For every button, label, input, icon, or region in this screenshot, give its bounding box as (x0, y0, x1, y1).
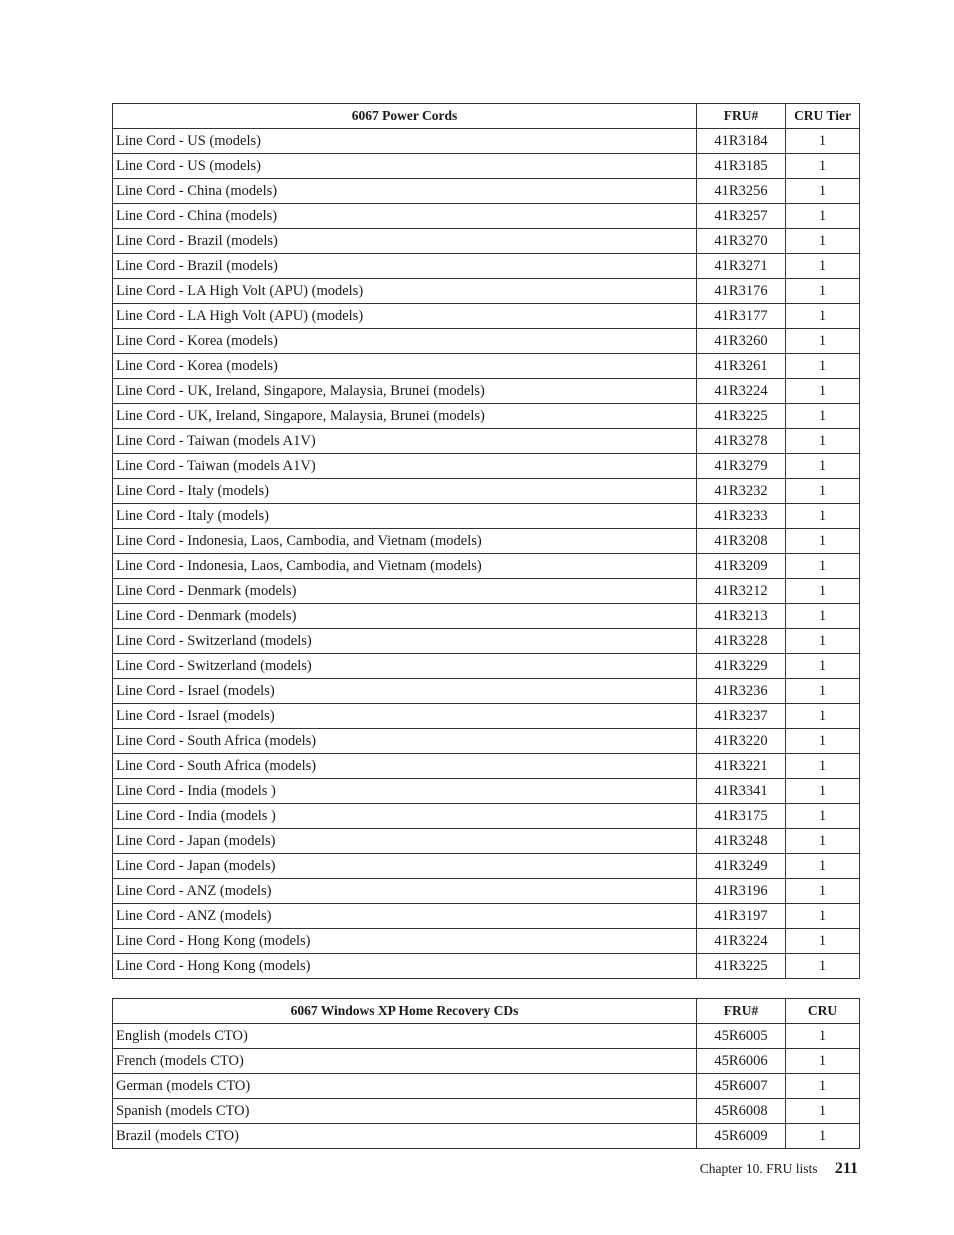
fru-number-cell: 41R3279 (697, 454, 786, 479)
fru-number-cell: 41R3209 (697, 554, 786, 579)
cru-tier-cell: 1 (786, 454, 860, 479)
fru-number-cell: 45R6009 (697, 1124, 786, 1149)
cru-tier-cell: 1 (786, 529, 860, 554)
table-row (113, 1124, 860, 1149)
cru-tier-cell: 1 (786, 429, 860, 454)
description-cell: Spanish (models CTO) (113, 1099, 697, 1124)
fru-number-cell: 41R3248 (697, 829, 786, 854)
table-row (113, 1024, 860, 1049)
cru-tier-cell: 1 (786, 379, 860, 404)
chapter-title: Chapter 10. FRU lists (699, 1161, 818, 1176)
fru-number-cell: 41R3221 (697, 754, 786, 779)
cru-tier-cell: 1 (786, 404, 860, 429)
cru-tier-cell: 1 (786, 304, 860, 329)
cru-tier-cell: 1 (786, 154, 860, 179)
description-cell: Line Cord - UK, Ireland, Singapore, Malaysia, Brunei (models) (113, 379, 697, 404)
table-row (113, 379, 860, 404)
table-row (113, 504, 860, 529)
table-row (113, 529, 860, 554)
table-row (113, 929, 860, 954)
description-cell: Line Cord - US (models) (113, 154, 697, 179)
fru-number-cell: 41R3278 (697, 429, 786, 454)
fru-number-cell: 41R3225 (697, 404, 786, 429)
description-cell: Line Cord - Switzerland (models) (113, 629, 697, 654)
column-header-cru: CRU (786, 999, 860, 1024)
column-header-description: 6067 Windows XP Home Recovery CDs (113, 999, 697, 1024)
fru-number-cell: 41R3185 (697, 154, 786, 179)
description-cell: Line Cord - Taiwan (models A1V) (113, 429, 697, 454)
table-row (113, 804, 860, 829)
cru-tier-cell: 1 (786, 604, 860, 629)
description-cell: Line Cord - Korea (models) (113, 329, 697, 354)
fru-number-cell: 45R6008 (697, 1099, 786, 1124)
description-cell: German (models CTO) (113, 1074, 697, 1099)
description-cell: Line Cord - UK, Ireland, Singapore, Malaysia, Brunei (models) (113, 404, 697, 429)
cru-tier-cell: 1 (786, 554, 860, 579)
fru-number-cell: 45R6005 (697, 1024, 786, 1049)
description-cell: French (models CTO) (113, 1049, 697, 1074)
description-cell: Line Cord - Denmark (models) (113, 604, 697, 629)
fru-number-cell: 41R3271 (697, 254, 786, 279)
fru-number-cell: 41R3225 (697, 954, 786, 979)
table-row (113, 429, 860, 454)
fru-number-cell: 41R3184 (697, 129, 786, 154)
description-cell: Line Cord - Hong Kong (models) (113, 929, 697, 954)
description-cell: Line Cord - Brazil (models) (113, 254, 697, 279)
cru-tier-cell: 1 (786, 1099, 860, 1124)
table-row (113, 554, 860, 579)
description-cell: Line Cord - Denmark (models) (113, 579, 697, 604)
description-cell: Line Cord - Italy (models) (113, 504, 697, 529)
cru-tier-cell: 1 (786, 1024, 860, 1049)
description-cell: Line Cord - India (models ) (113, 804, 697, 829)
table-row (113, 129, 860, 154)
description-cell: Line Cord - LA High Volt (APU) (models) (113, 279, 697, 304)
table-row (113, 904, 860, 929)
description-cell: Line Cord - South Africa (models) (113, 754, 697, 779)
description-cell: Line Cord - Indonesia, Laos, Cambodia, and Vietnam (models) (113, 529, 697, 554)
fru-number-cell: 41R3237 (697, 704, 786, 729)
cru-tier-cell: 1 (786, 1049, 860, 1074)
page-footer (700, 1160, 858, 1178)
description-cell: Line Cord - Hong Kong (models) (113, 954, 697, 979)
fru-number-cell: 41R3236 (697, 679, 786, 704)
fru-number-cell: 41R3175 (697, 804, 786, 829)
cru-tier-cell: 1 (786, 254, 860, 279)
fru-number-cell: 41R3256 (697, 179, 786, 204)
table-row (113, 604, 860, 629)
fru-number-cell: 45R6007 (697, 1074, 786, 1099)
description-cell: Line Cord - Israel (models) (113, 679, 697, 704)
cru-tier-cell: 1 (786, 954, 860, 979)
description-cell: Line Cord - ANZ (models) (113, 904, 697, 929)
table-row (113, 1074, 860, 1099)
cru-tier-cell: 1 (786, 804, 860, 829)
column-header-description: 6067 Power Cords (113, 104, 697, 129)
fru-number-cell: 41R3220 (697, 729, 786, 754)
cru-tier-cell: 1 (786, 754, 860, 779)
description-cell: Line Cord - Italy (models) (113, 479, 697, 504)
cru-tier-cell: 1 (786, 129, 860, 154)
table-row (113, 629, 860, 654)
table-row (113, 854, 860, 879)
cru-tier-cell: 1 (786, 629, 860, 654)
table-row (113, 279, 860, 304)
description-cell: Line Cord - Switzerland (models) (113, 654, 697, 679)
fru-number-cell: 41R3176 (697, 279, 786, 304)
cru-tier-cell: 1 (786, 929, 860, 954)
fru-number-cell: 41R3261 (697, 354, 786, 379)
recovery-cds-table (112, 998, 860, 1149)
description-cell: Line Cord - Japan (models) (113, 829, 697, 854)
cru-tier-cell: 1 (786, 179, 860, 204)
description-cell: Line Cord - Korea (models) (113, 354, 697, 379)
description-cell: Line Cord - Israel (models) (113, 704, 697, 729)
table-row (113, 954, 860, 979)
description-cell: Line Cord - India (models ) (113, 779, 697, 804)
table-header-row (113, 999, 860, 1024)
table-row (113, 479, 860, 504)
column-header-fru: FRU# (697, 999, 786, 1024)
description-cell: Line Cord - China (models) (113, 204, 697, 229)
table-row (113, 304, 860, 329)
table-row (113, 829, 860, 854)
table-row (113, 679, 860, 704)
fru-number-cell: 41R3213 (697, 604, 786, 629)
table-row (113, 729, 860, 754)
cru-tier-cell: 1 (786, 779, 860, 804)
table-row (113, 204, 860, 229)
fru-number-cell: 41R3224 (697, 929, 786, 954)
description-cell: Line Cord - China (models) (113, 179, 697, 204)
column-header-fru: FRU# (697, 104, 786, 129)
description-cell: Line Cord - Japan (models) (113, 854, 697, 879)
table-header-row (113, 104, 860, 129)
description-cell: Line Cord - Brazil (models) (113, 229, 697, 254)
fru-number-cell: 41R3208 (697, 529, 786, 554)
table-row (113, 654, 860, 679)
table-row (113, 1099, 860, 1124)
fru-number-cell: 45R6006 (697, 1049, 786, 1074)
table-row (113, 179, 860, 204)
table-row (113, 579, 860, 604)
cru-tier-cell: 1 (786, 354, 860, 379)
fru-number-cell: 41R3233 (697, 504, 786, 529)
table-row (113, 754, 860, 779)
cru-tier-cell: 1 (786, 879, 860, 904)
cru-tier-cell: 1 (786, 479, 860, 504)
table-row (113, 329, 860, 354)
fru-number-cell: 41R3228 (697, 629, 786, 654)
cru-tier-cell: 1 (786, 704, 860, 729)
cru-tier-cell: 1 (786, 279, 860, 304)
cru-tier-cell: 1 (786, 729, 860, 754)
description-cell: Line Cord - ANZ (models) (113, 879, 697, 904)
description-cell: Line Cord - Indonesia, Laos, Cambodia, and Vietnam (models) (113, 554, 697, 579)
description-cell: Line Cord - South Africa (models) (113, 729, 697, 754)
fru-number-cell: 41R3224 (697, 379, 786, 404)
fru-number-cell: 41R3249 (697, 854, 786, 879)
fru-number-cell: 41R3341 (697, 779, 786, 804)
fru-number-cell: 41R3270 (697, 229, 786, 254)
cru-tier-cell: 1 (786, 679, 860, 704)
fru-number-cell: 41R3197 (697, 904, 786, 929)
fru-number-cell: 41R3196 (697, 879, 786, 904)
cru-tier-cell: 1 (786, 204, 860, 229)
table-row (113, 154, 860, 179)
cru-tier-cell: 1 (786, 654, 860, 679)
cru-tier-cell: 1 (786, 579, 860, 604)
cru-tier-cell: 1 (786, 904, 860, 929)
table-row (113, 1049, 860, 1074)
fru-number-cell: 41R3177 (697, 304, 786, 329)
cru-tier-cell: 1 (786, 829, 860, 854)
cru-tier-cell: 1 (786, 504, 860, 529)
table-row (113, 354, 860, 379)
description-cell: Brazil (models CTO) (113, 1124, 697, 1149)
fru-number-cell: 41R3257 (697, 204, 786, 229)
fru-number-cell: 41R3232 (697, 479, 786, 504)
description-cell: Line Cord - LA High Volt (APU) (models) (113, 304, 697, 329)
table-row (113, 704, 860, 729)
fru-number-cell: 41R3229 (697, 654, 786, 679)
table-row (113, 229, 860, 254)
description-cell: Line Cord - Taiwan (models A1V) (113, 454, 697, 479)
cru-tier-cell: 1 (786, 854, 860, 879)
table-row (113, 454, 860, 479)
cru-tier-cell: 1 (786, 1124, 860, 1149)
table-row (113, 254, 860, 279)
table-row (113, 879, 860, 904)
description-cell: Line Cord - US (models) (113, 129, 697, 154)
description-cell: English (models CTO) (113, 1024, 697, 1049)
cru-tier-cell: 1 (786, 329, 860, 354)
column-header-cru-tier: CRU Tier (786, 104, 860, 129)
fru-number-cell: 41R3260 (697, 329, 786, 354)
page-number: 211 (834, 1160, 858, 1177)
fru-number-cell: 41R3212 (697, 579, 786, 604)
table-row (113, 404, 860, 429)
power-cords-table (112, 103, 860, 979)
cru-tier-cell: 1 (786, 229, 860, 254)
table-row (113, 779, 860, 804)
cru-tier-cell: 1 (786, 1074, 860, 1099)
